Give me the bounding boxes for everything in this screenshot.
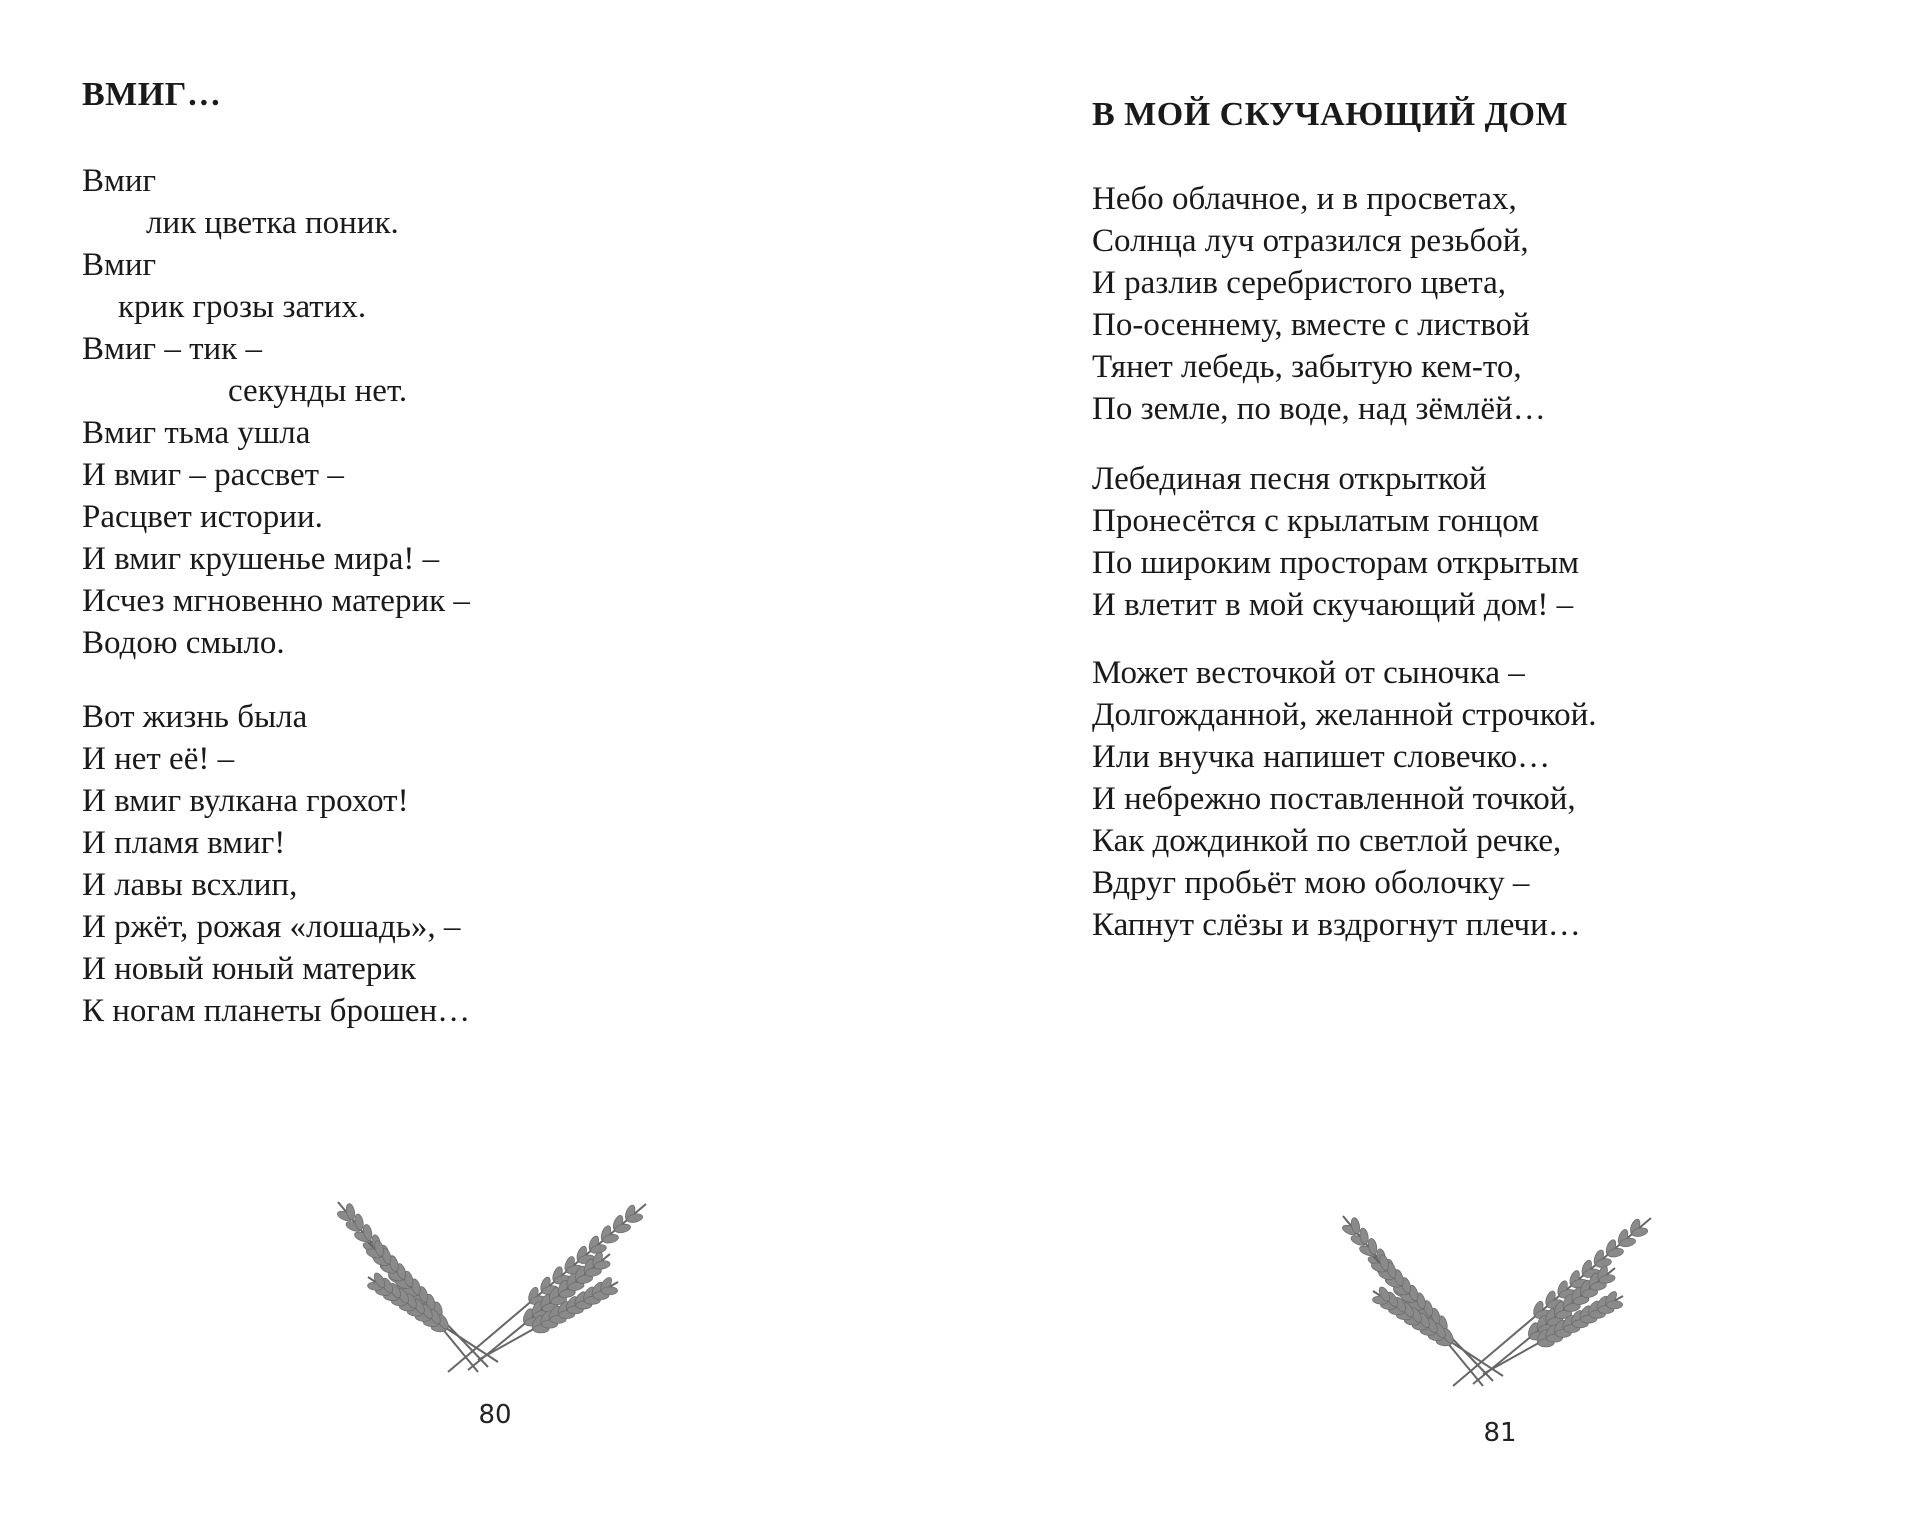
page-number: 80 [478, 1400, 512, 1430]
verse-line: Лебединая песня открыткой [1092, 461, 1487, 497]
verse-line: И разлив серебристого цвета, [1092, 265, 1507, 301]
right-page [957, 0, 1914, 1532]
verse-line: Может весточкой от сыночка – [1092, 655, 1525, 691]
stanza-1 [82, 160, 470, 664]
stanza-2 [1092, 458, 1579, 626]
verse-line: Вот жизнь была [82, 699, 308, 735]
stanza-2 [82, 696, 470, 1032]
verse-line: секунды нет. [228, 373, 408, 409]
stanza-3 [1092, 652, 1597, 946]
verse-line: И вмиг – рассвет – [82, 457, 344, 493]
verse-line: И вмиг вулкана грохот! [82, 783, 409, 819]
verse-line: лик цветка поник. [146, 205, 399, 241]
verse-line: Долгожданной, желанной строчкой. [1092, 697, 1597, 733]
verse-line: Расцвет истории. [82, 499, 323, 535]
verse-line: Водою смыло. [82, 625, 285, 661]
verse-line: Как дождинкой по светлой речке, [1092, 823, 1562, 859]
verse-line: Вмиг [82, 247, 157, 283]
verse-line: Солнца луч отразился резьбой, [1092, 223, 1529, 259]
verse-line: По земле, по воде, над зёмлёй… [1092, 391, 1546, 427]
wheat-ears-icon [328, 1182, 658, 1382]
verse-line: По-осеннему, вместе с листвой [1092, 307, 1530, 343]
verse-line: И лавы всхлип, [82, 867, 298, 903]
verse-line: Вмиг тьма ушла [82, 415, 311, 451]
verse-line: Тянет лебедь, забытую кем-то, [1092, 349, 1522, 385]
stanza-1 [1092, 178, 1546, 430]
verse-line: И новый юный материк [82, 951, 417, 987]
poem-title: В МОЙ СКУЧАЮЩИЙ ДОМ [1092, 96, 1569, 133]
verse-line: По широким просторам открытым [1092, 545, 1580, 581]
verse-line: Вдруг пробьёт мою оболочку – [1092, 865, 1530, 901]
verse-line: Или внучка напишет словечко… [1092, 739, 1551, 775]
verse-line: И ржёт, рожая «лошадь», – [82, 909, 461, 945]
verse-line: Вмиг [82, 163, 157, 199]
page-number: 81 [1483, 1418, 1517, 1448]
wheat-ears-icon [1333, 1196, 1663, 1396]
verse-line: И небрежно поставленной точкой, [1092, 781, 1576, 817]
verse-line: К ногам планеты брошен… [82, 993, 471, 1029]
verse-line: И влетит в мой скучающий дом! – [1092, 587, 1574, 623]
verse-line: И пламя вмиг! [82, 825, 286, 861]
verse-line: Вмиг – тик – [82, 331, 262, 367]
verse-line: крик грозы затих. [118, 289, 367, 325]
verse-line: Капнут слёзы и вздрогнут плечи… [1092, 907, 1581, 943]
verse-line: И нет её! – [82, 741, 235, 777]
verse-line: Исчез мгновенно материк – [82, 583, 470, 619]
verse-line: Небо облачное, и в просветах, [1092, 181, 1517, 217]
verse-line: Пронесётся с крылатым гонцом [1092, 503, 1540, 539]
verse-line: И вмиг крушенье мира! – [82, 541, 440, 577]
poem-title: ВМИГ… [82, 76, 222, 113]
